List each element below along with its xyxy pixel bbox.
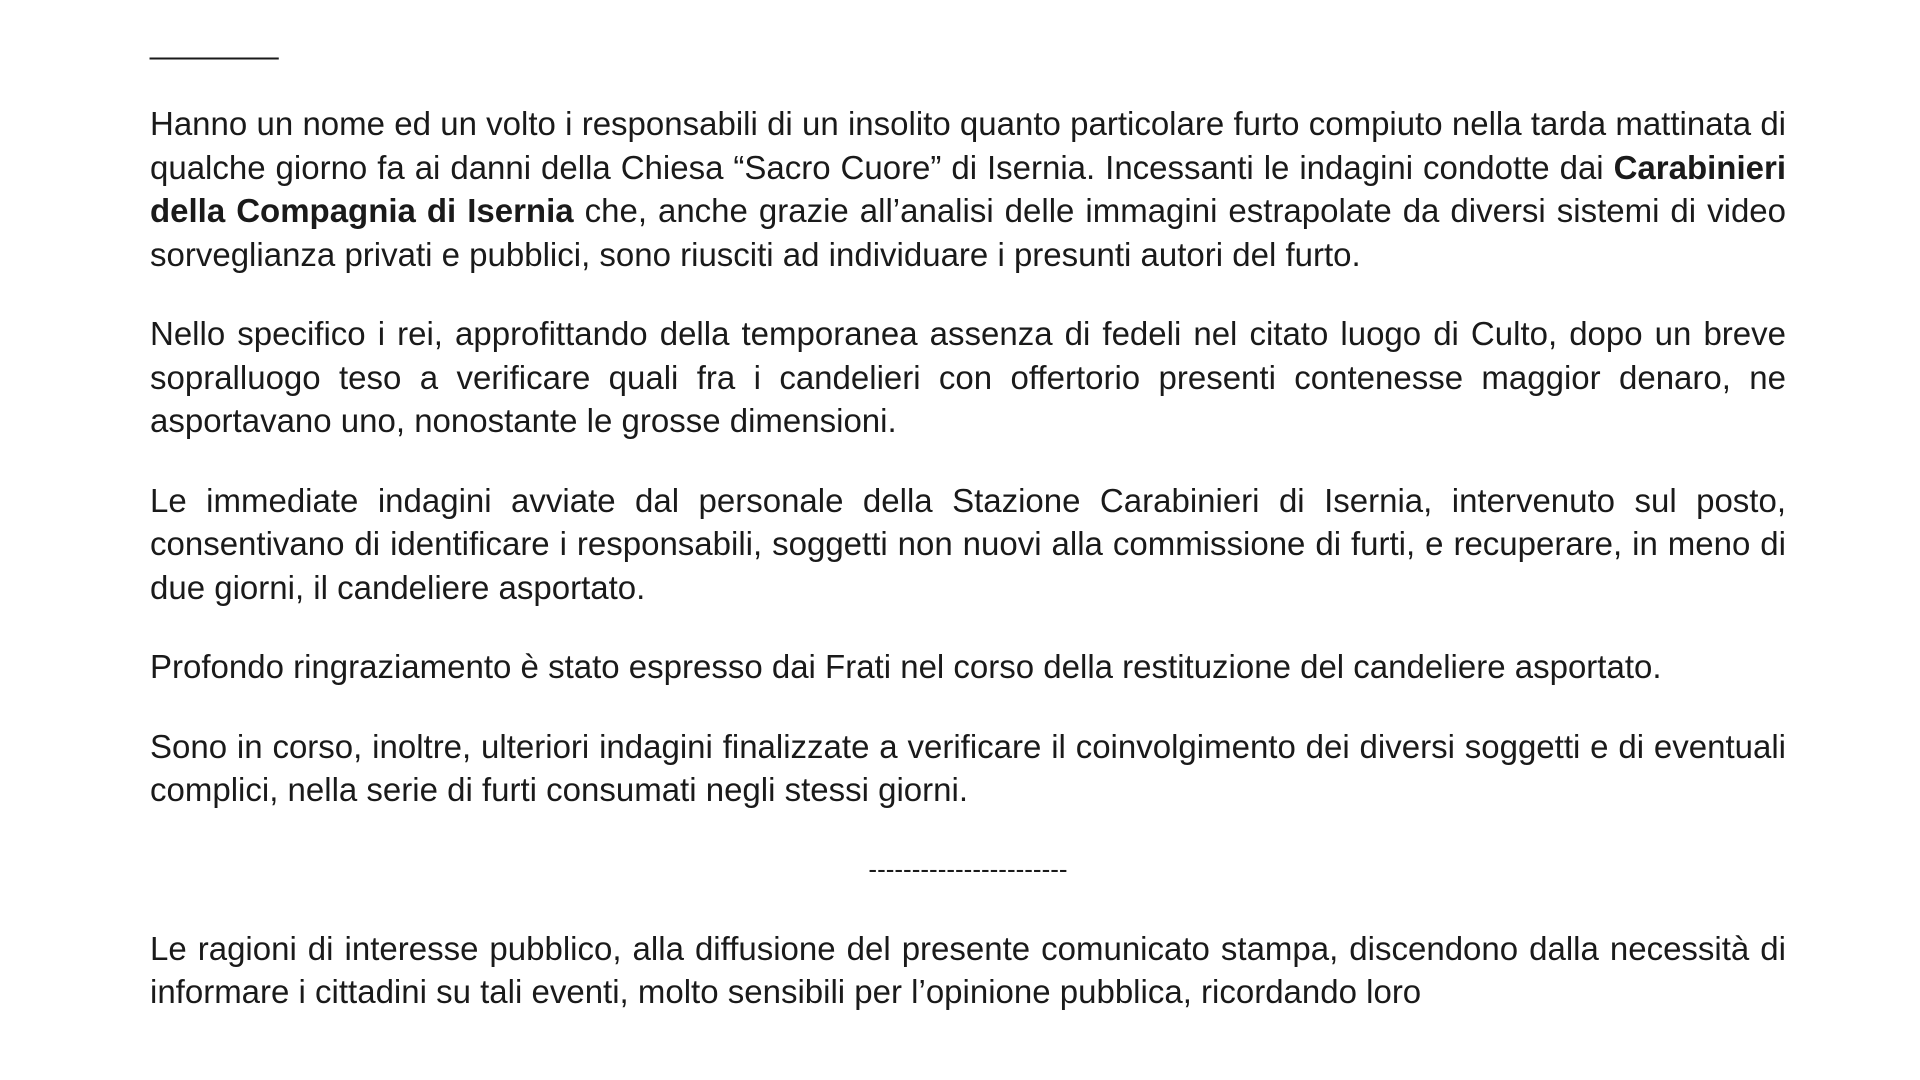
paragraph-1-text-start: Hanno un nome ed un volto i responsabili di un insolito quanto particolare furto compiuto nella tarda mattinata di qualche giorno fa ai danni della Chiesa “Sacro Cuore” di Isernia. Incessanti le indagini condotte dai (150, 105, 1786, 186)
paragraph-4: Profondo ringraziamento è stato espresso dai Frati nel corso della restituzione del candeliere asportato. (150, 648, 1662, 685)
top-rule: ________ (150, 24, 277, 60)
paragraph-2: Nello specifico i rei, approfittando della temporanea assenza di fedeli nel citato luogo di Culto, dopo un breve sopralluogo teso a verificare quali fra i candelieri con offertorio presenti contenesse maggior denaro, ne asportavano uno, nonostante le grosse dimensioni. (150, 315, 1786, 439)
closing-paragraph: Le ragioni di interesse pubblico, alla diffusione del presente comunicato stampa, discendono dalla necessità di informare i cittadini su tali eventi, molto sensibili per l’opinione pubblica, ricordando loro (150, 929, 1786, 1010)
section-separator: ----------------------- (868, 853, 1068, 884)
paragraph-5: Sono in corso, inoltre, ulteriori indagini finalizzate a verificare il coinvolgimento dei diversi soggetti e di eventuali complici, nella serie di furti consumati negli stessi giorni. (150, 727, 1786, 808)
paragraph-1-bold-text: Carabinieri della Compagnia di Isernia (150, 148, 1786, 229)
paragraph-3: Le immediate indagini avviate dal personale della Stazione Carabinieri di Isernia, intervenuto sul posto, consentivano di identificare i responsabili, soggetti non nuovi alla commissione di furti, e recuperare, in meno di due giorni, il candeliere asportato. (150, 481, 1786, 606)
paragraph-1 (150, 102, 1786, 276)
paragraph-1-text-end: che, anche grazie all’analisi delle immagini estrapolate da diversi sistemi di video sorveglianza privati e pubblici, sono riusciti ad individuare i presunti autori del furto. (150, 192, 1787, 273)
document-body (150, 22, 1786, 1050)
